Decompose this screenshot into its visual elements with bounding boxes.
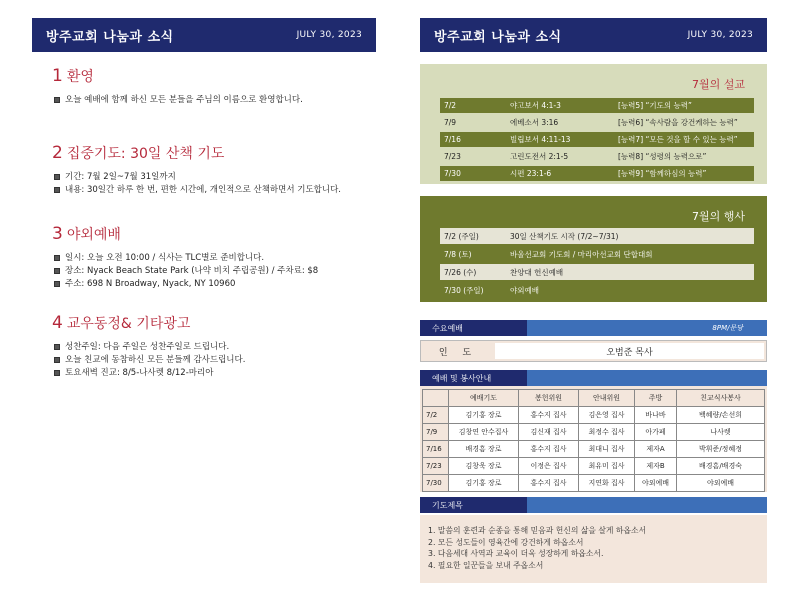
section-number: 4	[52, 313, 63, 333]
prayer-item: 1. 말씀의 훈련과 순종을 통해 믿음과 헌신의 삶을 살게 하옵소서	[428, 526, 647, 535]
page-header-right	[420, 18, 767, 52]
list-item: 내용: 30일간 하루 한 번, 편한 시간에, 개인적으로 산책하면서 기도합니다.	[52, 184, 382, 197]
prayer-bar	[420, 497, 767, 513]
sermon-row: 7/16 빌립보서 4:11-13 [능력7] “모든 것을 할 수 있는 능력”	[440, 132, 754, 147]
section-number: 2	[52, 143, 63, 163]
sermon-row: 7/23 고린도전서 2:1-5 [능력8] “성령의 능력으로”	[444, 152, 707, 161]
section-announcements	[52, 313, 382, 380]
square-bullet-icon	[54, 255, 60, 261]
table-row: 7/16 배경흠 장로 홍수지 집사 최대니 집사 제자A 박휘준/정혜정	[423, 441, 765, 458]
leader-key: 인 도	[438, 347, 478, 358]
event-row: 7/26 (수) 찬양대 헌신예배	[440, 264, 754, 280]
sermon-schedule-panel	[420, 64, 767, 184]
section-heading	[52, 313, 382, 333]
square-bullet-icon	[54, 344, 60, 350]
duty-label: 예배 및 봉사안내	[432, 373, 492, 383]
square-bullet-icon	[54, 357, 60, 363]
header-date: JULY 30, 2023	[296, 30, 362, 40]
section-title: 교우동정& 기타광고	[66, 316, 191, 332]
prayer-item: 2. 모든 성도들이 영육간에 강건하게 하옵소서	[428, 537, 584, 547]
section-number: 3	[52, 224, 63, 244]
event-row: 7/30 (주일) 야외예배	[444, 285, 539, 295]
section-heading	[52, 224, 382, 244]
table-row: 7/9 김창연 안수집사 김신재 집사 최정수 집사 아가페 나사렛	[423, 424, 765, 441]
wednesday-leader-row	[420, 340, 767, 362]
list-item: 주소: 698 N Broadway, Nyack, NY 10960	[52, 278, 382, 291]
sermon-row: 7/2 야고보서 4:1-3 [능력5] “기도의 능력”	[440, 98, 754, 113]
list-item: 기간: 7월 2일~7월 31일까지	[52, 171, 382, 184]
events-panel	[420, 196, 767, 302]
square-bullet-icon	[54, 370, 60, 376]
page-header-left	[32, 18, 376, 52]
square-bullet-icon	[54, 97, 60, 103]
prayer-list	[420, 515, 767, 583]
list-item: 오늘 예배에 함께 하신 모든 분들을 주님의 이름으로 환영합니다.	[52, 94, 382, 107]
leader-value: 오범준 목사	[495, 343, 764, 359]
list-item: 장소: Nyack Beach State Park (나약 비치 주립공원) / 주차료: $8	[52, 265, 382, 278]
header-title: 방주교회 나눔과 소식	[434, 29, 562, 45]
section-number: 1	[52, 66, 63, 86]
section-heading	[52, 66, 382, 86]
sermon-row: 7/30 시편 23:1-6 [능력9] “함께하심의 능력”	[440, 166, 754, 181]
event-row: 7/2 (주일) 30일 산책기도 시작 (7/2~7/31)	[440, 228, 754, 244]
table-row: 7/2 김기홍 장로 홍수지 집사 김은영 집사 바나바 백혜량/손선희	[423, 407, 765, 424]
prayer-label: 기도제목	[432, 500, 463, 510]
event-row: 7/8 (토) 바울선교회 기도회 / 마리아선교회 단합대회	[444, 249, 653, 259]
list-item: 일시: 오늘 오전 10:00 / 식사는 TLC별로 준비합니다.	[52, 252, 382, 265]
list-item: 성찬주일: 다음 주일은 성찬주일로 드립니다.	[52, 341, 382, 354]
square-bullet-icon	[54, 187, 60, 193]
header-title: 방주교회 나눔과 소식	[46, 29, 174, 45]
list-item: 토요새벽 진교: 8/5-나사렛 8/12-마리아	[52, 367, 382, 380]
events-title: 7월의 행사	[692, 210, 745, 223]
header-date: JULY 30, 2023	[687, 30, 753, 40]
duty-bar-extension	[527, 370, 767, 386]
section-title: 환영	[66, 69, 94, 85]
wednesday-service-bar	[420, 320, 767, 336]
section-heading	[52, 143, 382, 163]
sermon-title: 7월의 설교	[692, 78, 745, 91]
wednesday-label: 수요예배	[432, 323, 463, 333]
list-item: 오늘 친교에 동참하신 모든 분들께 감사드립니다.	[52, 354, 382, 367]
duty-table	[422, 389, 765, 492]
prayer-bar-extension	[527, 497, 767, 513]
table-header-row: 예배기도 봉헌위원 안내위원 주방 친교식사봉사	[423, 390, 765, 407]
prayer-item: 3. 다음세대 사역과 교육이 더욱 성장하게 하옵소서.	[428, 549, 604, 558]
wednesday-time: 8PM/문당	[527, 320, 767, 336]
section-outdoor-worship	[52, 224, 382, 291]
duty-bar	[420, 370, 767, 386]
section-welcome	[52, 66, 382, 107]
table-row: 7/23 김창욱 장로 이정은 집사 최유미 집사 제자B 배경흠/배경숙	[423, 458, 765, 475]
sermon-row: 7/9 에베소서 3:16 [능력6] “속사람을 강건케하는 능력”	[444, 118, 738, 127]
table-row: 7/30 김기홍 장로 홍수지 집사 지연화 집사 야외예배 야외예배	[423, 475, 765, 492]
prayer-item: 4. 필요한 일꾼들을 보내 주옵소서	[428, 560, 544, 570]
section-title: 야외예배	[66, 227, 121, 243]
section-title: 집중기도: 30일 산책 기도	[66, 146, 225, 162]
section-prayer-walk	[52, 143, 382, 197]
square-bullet-icon	[54, 268, 60, 274]
square-bullet-icon	[54, 174, 60, 180]
square-bullet-icon	[54, 281, 60, 287]
